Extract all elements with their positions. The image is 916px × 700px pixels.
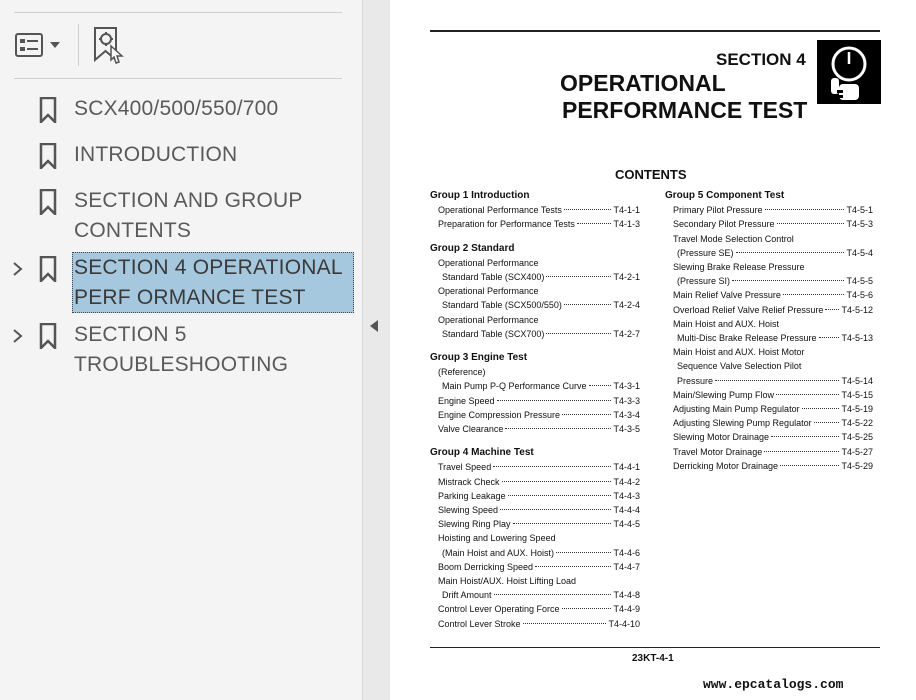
bookmark-section-and-group-contents[interactable]: [0, 186, 362, 248]
bookmark-icon: [39, 97, 57, 123]
toc-text-line: Hoisting and Lowering Speed: [438, 533, 556, 544]
toc-leader-dots: [589, 385, 612, 386]
toc-leader-dots: [564, 304, 612, 305]
toc-leader-dots: [508, 495, 612, 496]
toc-entry[interactable]: [430, 602, 640, 616]
page-number: 23KT-4-1: [632, 653, 674, 664]
toc-leader-dots: [546, 276, 611, 277]
toc-group-heading: Group 2 Standard: [430, 242, 515, 254]
gauge-hand-icon: [817, 40, 881, 104]
contents-heading: CONTENTS: [615, 167, 687, 182]
footer-rule: [430, 647, 880, 648]
toc-leader-dots: [564, 209, 612, 210]
toc-leader-dots: [556, 552, 611, 553]
panel-divider[interactable]: [362, 0, 391, 700]
toc-entry-title: Engine Speed: [438, 395, 495, 406]
toc-leader-dots: [493, 466, 611, 467]
toc-entry-page: T4-4-2: [613, 476, 640, 487]
toc-leader-dots: [814, 422, 840, 423]
toc-leader-dots: [825, 309, 839, 310]
bookmarks-panel: [0, 0, 362, 700]
toc-entry[interactable]: [665, 274, 873, 288]
title-line-2: PERFORMANCE TEST: [562, 97, 808, 123]
toc-text-line: Main Hoist and AUX. Hoist: [673, 318, 780, 329]
toc-entry-page: T4-2-1: [613, 272, 640, 283]
toc-entry-page: T4-5-3: [846, 219, 873, 230]
toc-entry-title: Slewing Motor Drainage: [673, 432, 770, 443]
toc-entry-page: T4-4-4: [613, 505, 640, 516]
toc-leader-dots: [546, 333, 611, 334]
toc-entry-title: Control Lever Stroke: [438, 618, 521, 629]
options-menu-button[interactable]: [14, 30, 66, 60]
toc-entry-title: Primary Pilot Pressure: [673, 205, 763, 216]
toc-leader-dots: [802, 408, 840, 409]
title-line-1: OPERATIONAL: [560, 70, 726, 96]
toc-leader-dots: [505, 428, 611, 429]
toc-leader-dots: [562, 608, 612, 609]
toc-entry-title: Main Pump P-Q Performance Curve: [442, 381, 587, 392]
toc-leader-dots: [819, 337, 840, 338]
toc-entry-title: Mistrack Check: [438, 476, 500, 487]
toc-leader-dots: [765, 209, 845, 210]
toc-text-line: Sequence Valve Selection Pilot: [677, 361, 802, 372]
bookmark-label: SCX400/500/550/700: [74, 97, 279, 120]
bookmark-icon: [39, 143, 57, 169]
bookmark-icon: [39, 323, 57, 349]
toc-entry-page: T4-2-4: [613, 300, 640, 311]
toc-left-column: [430, 189, 640, 631]
header-rule: [430, 30, 880, 32]
toc-entry-page: T4-5-1: [846, 205, 873, 216]
toc-text-line: Operational Performance: [438, 257, 539, 268]
toc-entry-title: Boom Derricking Speed: [438, 561, 534, 572]
toc-entry-page: T4-5-29: [841, 460, 873, 471]
toc-text-line: Operational Performance: [438, 286, 539, 297]
bookmark-label: INTRODUCTION: [74, 143, 238, 166]
toc-entry-title: Standard Table (SCX700): [442, 328, 545, 339]
toc-leader-dots: [494, 594, 612, 595]
toc-group-heading: Group 4 Machine Test: [430, 447, 534, 459]
toc-entry-title: (Pressure SI): [677, 276, 731, 287]
toc-text-line: Main Hoist/AUX. Hoist Lifting Load: [438, 576, 577, 587]
toolbar-top-divider: [14, 12, 342, 13]
toc-leader-dots: [502, 481, 612, 482]
toc-entry-page: T4-5-13: [841, 333, 873, 344]
toc-entry[interactable]: [430, 379, 640, 393]
toc-entry-page: T4-5-22: [841, 418, 873, 429]
bookmark-label: SECTION AND GROUP CONTENTS: [74, 189, 303, 242]
toc-entry[interactable]: [665, 402, 873, 416]
toolbar-separator: [78, 24, 79, 66]
toc-entry-page: T4-1-1: [613, 205, 640, 216]
toc-leader-dots: [513, 523, 612, 524]
toolbar-bottom-divider: [14, 78, 342, 79]
toc-entry[interactable]: [430, 460, 640, 474]
document-page: [390, 0, 916, 700]
toc-entry-page: T4-5-19: [841, 404, 873, 415]
toc-entry-title: (Pressure SE): [677, 247, 734, 258]
toc-leader-dots: [764, 451, 839, 452]
toc-entry[interactable]: [430, 546, 640, 560]
toc-entry[interactable]: [430, 422, 640, 436]
toc-group-heading: Group 1 Introduction: [430, 190, 530, 201]
toc-entry-title: Adjusting Slewing Pump Regulator: [673, 418, 812, 429]
toc-entry[interactable]: [430, 503, 640, 517]
toc-entry-title: Adjusting Main Pump Regulator: [673, 404, 800, 415]
toc-entry-page: T4-3-5: [613, 424, 640, 435]
toc-entry-title: Slewing Ring Play: [438, 519, 511, 530]
toc-leader-dots: [715, 380, 839, 381]
toc-leader-dots: [776, 394, 839, 395]
toc-entry-page: T4-3-1: [613, 381, 640, 392]
chevron-right-icon[interactable]: [10, 262, 24, 276]
toc-entry[interactable]: [430, 394, 640, 408]
toc-entry[interactable]: [665, 445, 873, 459]
toc-entry-page: T4-5-27: [841, 446, 873, 457]
find-bookmark-button[interactable]: [92, 26, 126, 64]
toc-entry[interactable]: [665, 374, 873, 388]
toc-entry-title: Main Relief Valve Pressure: [673, 290, 781, 301]
chevron-right-icon[interactable]: [10, 329, 24, 343]
toc-gap: [430, 232, 640, 242]
toc-entry-page: T4-4-10: [608, 618, 640, 629]
bookmark-label: SECTION 4 OPERATIONAL PERF ORMANCE TEST: [74, 256, 343, 309]
watermark: www.epcatalogs.com: [703, 677, 844, 692]
bookmark-icon: [39, 189, 57, 215]
find-bookmark-icon: [92, 26, 126, 64]
toc-entry-title: Control Lever Operating Force: [438, 604, 560, 615]
toc-entry[interactable]: [665, 430, 873, 444]
toc-gap: [430, 436, 640, 446]
toc-group-heading: Group 3 Engine Test: [430, 352, 528, 364]
toc-entry[interactable]: [430, 298, 640, 312]
toc-entry-page: T4-3-4: [613, 409, 640, 420]
toc-entry[interactable]: [665, 203, 873, 217]
toc-entry-title: Parking Leakage: [438, 490, 506, 501]
toc-entry-title: Standard Table (SCX400): [442, 272, 545, 283]
section-label: SECTION 4: [716, 50, 806, 69]
toc-entry[interactable]: [430, 560, 640, 574]
toc-group-heading: Group 5 Component Test: [665, 190, 785, 201]
toc-entry[interactable]: [665, 388, 873, 402]
toc-entry[interactable]: [430, 617, 640, 631]
toc-entry-page: T4-4-7: [613, 561, 640, 572]
toc-entry-page: T4-4-8: [613, 590, 640, 601]
toc-entry-page: T4-1-3: [613, 219, 640, 230]
toc-leader-dots: [771, 436, 839, 437]
toc-leader-dots: [577, 223, 612, 224]
toc-entry[interactable]: [430, 217, 640, 231]
toc-entry-title: Overload Relief Valve Relief Pressure: [673, 304, 824, 315]
bookmark-icon: [39, 256, 57, 282]
toc-entry[interactable]: [430, 203, 640, 217]
toc-leader-dots: [732, 280, 844, 281]
toc-leader-dots: [497, 400, 612, 401]
toc-entry-title: (Main Hoist and AUX. Hoist): [442, 547, 555, 558]
toc-entry-title: Preparation for Performance Tests: [438, 219, 575, 230]
toc-entry-title: Pressure: [677, 375, 714, 386]
toc-text-line: Travel Mode Selection Control: [673, 233, 794, 244]
bookmark-introduction[interactable]: [0, 140, 362, 172]
toc-text-line: Operational Performance: [438, 314, 539, 325]
toc-entry[interactable]: [665, 246, 873, 260]
toc-entry-page: T4-5-15: [841, 389, 873, 400]
toc-leader-dots: [736, 252, 845, 253]
toc-right-column: [665, 189, 873, 473]
toc-leader-dots: [562, 414, 611, 415]
toc-entry-page: T4-5-5: [846, 276, 873, 287]
toc-entry[interactable]: [430, 517, 640, 531]
toc-leader-dots: [780, 465, 839, 466]
bookmark-section-4[interactable]: [0, 252, 362, 314]
toc-entry[interactable]: [430, 270, 640, 284]
toc-entry[interactable]: [430, 475, 640, 489]
bookmark-scx400[interactable]: [0, 94, 362, 126]
toc-entry-title: Valve Clearance: [438, 424, 504, 435]
toc-text-line: (Reference): [438, 367, 486, 378]
toc-entry-title: Travel Motor Drainage: [673, 446, 763, 457]
toc-entry-page: T4-5-6: [846, 290, 873, 301]
toc-entry-page: T4-4-3: [613, 490, 640, 501]
toc-entry-title: Standard Table (SCX500/550): [442, 300, 562, 311]
toc-entry-page: T4-2-7: [613, 328, 640, 339]
toc-entry[interactable]: [430, 489, 640, 503]
toc-leader-dots: [500, 509, 611, 510]
toc-entry-page: T4-4-6: [613, 547, 640, 558]
toc-entry-title: Drift Amount: [442, 590, 492, 601]
toc-leader-dots: [783, 294, 845, 295]
toc-entry-page: T4-4-9: [613, 604, 640, 615]
toc-entry-page: T4-5-25: [841, 432, 873, 443]
toc-entry[interactable]: [430, 327, 640, 341]
toc-entry-page: T4-3-3: [613, 395, 640, 406]
toc-entry-page: T4-4-5: [613, 519, 640, 530]
toc-leader-dots: [523, 623, 607, 624]
toc-entry[interactable]: [665, 303, 873, 317]
toc-entry[interactable]: [665, 331, 873, 345]
toc-entry-title: Slewing Speed: [438, 505, 499, 516]
toc-entry-page: T4-5-4: [846, 247, 873, 258]
toc-entry-page: T4-5-14: [841, 375, 873, 386]
bookmark-section-5[interactable]: [0, 320, 362, 382]
toc-entry-title: Secondary Pilot Pressure: [673, 219, 775, 230]
toc-gap: [430, 341, 640, 351]
toc-entry-page: T4-4-1: [613, 462, 640, 473]
toc-text-line: Main Hoist and AUX. Hoist Motor: [673, 347, 805, 358]
toc-entry-title: Main/Slewing Pump Flow: [673, 389, 775, 400]
toc-text-line: Slewing Brake Release Pressure: [673, 262, 805, 273]
toc-entry-title: Travel Speed: [438, 462, 492, 473]
toc-entry-title: Engine Compression Pressure: [438, 409, 561, 420]
toc-entry[interactable]: [665, 288, 873, 302]
toc-entry[interactable]: [665, 416, 873, 430]
collapse-panel-icon[interactable]: [370, 320, 378, 332]
bookmark-label: SECTION 5 TROUBLESHOOTING: [74, 323, 289, 376]
toc-leader-dots: [535, 566, 611, 567]
toc-leader-dots: [777, 223, 845, 224]
toc-entry[interactable]: [665, 217, 873, 231]
toc-entry[interactable]: [665, 459, 873, 473]
toc-entry[interactable]: [430, 408, 640, 422]
toc-entry-title: Operational Performance Tests: [438, 205, 562, 216]
toc-entry-title: Multi-Disc Brake Release Pressure: [677, 333, 817, 344]
options-menu-icon: [14, 30, 66, 60]
toc-entry-page: T4-5-12: [841, 304, 873, 315]
toc-entry-title: Derricking Motor Drainage: [673, 460, 779, 471]
toc-entry[interactable]: [430, 588, 640, 602]
